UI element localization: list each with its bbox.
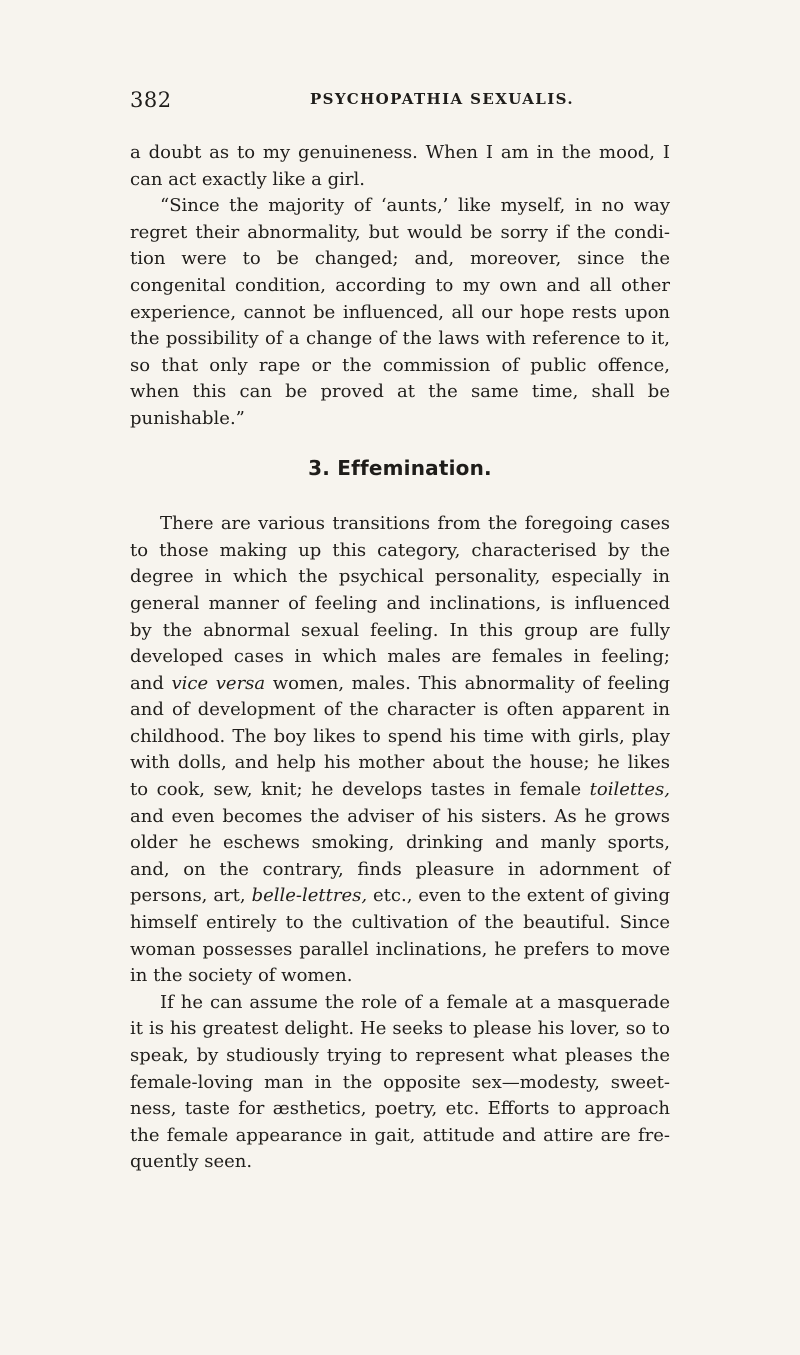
text-run: etc., even to the extent of giving himself entirely to the cultivation of the beautiful. Since woman possesses parallel inclinations, he prefers to move in the society of women. bbox=[130, 885, 671, 987]
paragraph-quote: “Since the majority of ‘aunts,’ like myself, in no way regret their abnormality, but would be sorry if the condition were to be changed; and, moreover, since the congenital condition, according to my own and all other experience, cannot be influenced, all our hope rests upon the possibility of a change of the laws with reference to it, so that only rape or the commission of public offence, when this can be proved at the same time, shall be punishable.” bbox=[130, 195, 670, 429]
section-heading: 3. Effemination. bbox=[308, 455, 492, 480]
page-number: 382 bbox=[130, 88, 172, 112]
text-run: There are various transitions from the foregoing cases to those making up this category, characterised by the degree in which the psychical personality, especially in general manner of feeling and inclinations, is influenced by the abnormal sexual feeling. In this group are fully developed cases in which males are females in feeling; and bbox=[130, 513, 670, 694]
paragraph-masquerade: If he can assume the role of a female at a masquerade it is his greatest delight. He seeks to please his lover, so to speak, by studiously trying to represent what pleases the female-loving man in the opposite sex—modesty, sweetness, taste for æsthetics, poetry, etc. Efforts to approach the female appearance in gait, attitude and attire are frequently seen. bbox=[130, 991, 670, 1173]
text-run: and even becomes the adviser of his sisters. As he grows older he eschews smoking, drinking and manly sports, and, on the contrary, finds pleasure in adornment of persons, art, bbox=[130, 805, 670, 907]
page-header bbox=[130, 88, 670, 118]
italic-text: belle-lettres, bbox=[251, 885, 368, 907]
paragraph-effemination bbox=[130, 511, 670, 990]
running-title: PSYCHOPATHIA SEXUALIS. bbox=[310, 90, 574, 108]
italic-text: vice versa bbox=[171, 672, 266, 694]
text-run: women, males. This abnormality of feeling and of development of the character is often apparent in childhood. The boy likes to spend his time with girls, play with dolls, and help his mother about the house; he likes to cook, sew, knit; he develops tastes in female bbox=[130, 672, 670, 801]
page-body bbox=[130, 140, 670, 1176]
italic-text: toilettes, bbox=[589, 779, 670, 801]
paragraph-continuation: a doubt as to my genuineness. When I am in the mood, I can act exactly like a girl. bbox=[130, 142, 670, 190]
